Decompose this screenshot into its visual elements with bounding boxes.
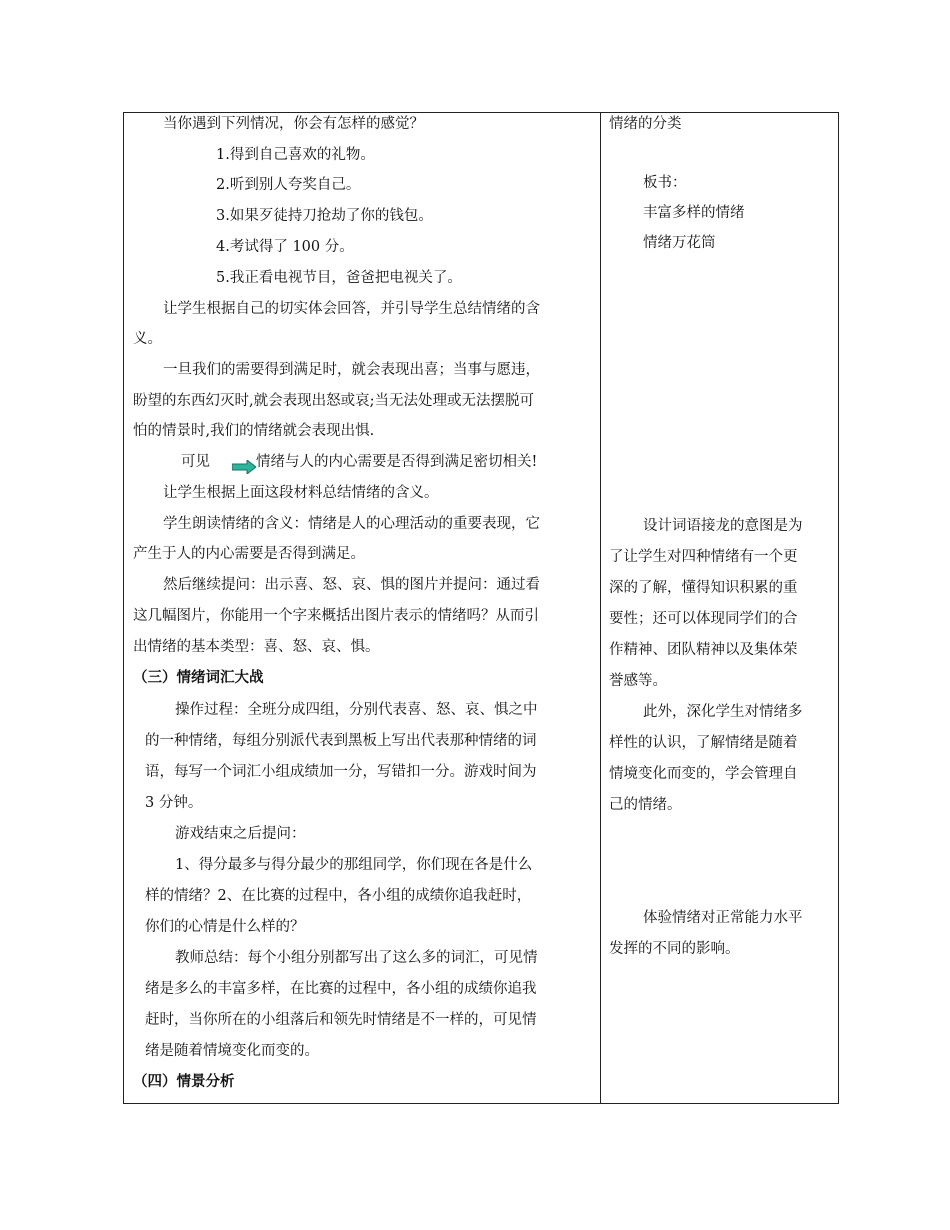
paragraph-line: 3 分钟。	[145, 795, 203, 811]
note-line: 了让学生对四种情绪有一个更	[609, 549, 798, 565]
paragraph-line: 样的情绪？2、在比赛的过程中，各小组的成绩你追我赶时，	[145, 888, 532, 904]
list-item: 4.考试得了 100 分。	[216, 239, 354, 255]
note-line: 设计词语接龙的意图是为	[643, 518, 803, 534]
paragraph-line: 赶时，当你所在的小组落后和领先时情绪是不一样的，可见情	[145, 1012, 537, 1028]
note-line: 情境变化而变的，学会管理自	[609, 766, 798, 782]
list-item: 3.如果歹徒持刀抢劫了你的钱包。	[216, 208, 433, 224]
paragraph-line: 产生于人的内心需要是否得到满足。	[133, 546, 365, 562]
note-title: 情绪的分类	[609, 116, 682, 132]
right-arrow-icon	[232, 460, 256, 474]
note-line: 体验情绪对正常能力水平	[643, 910, 803, 926]
paragraph-line: 教师总结：每个小组分别都写出了这么多的词汇，可见情	[175, 950, 538, 966]
paragraph-line: 盼望的东西幻灭时,就会表现出怒或哀;当无法处理或无法摆脱可	[133, 393, 534, 409]
list-item: 1.得到自己喜欢的礼物。	[216, 147, 375, 163]
note-line: 深的了解，懂得知识积累的重	[609, 580, 798, 596]
note-line: 发挥的不同的影响。	[609, 941, 740, 957]
paragraph-line: 的一种情绪，每组分别派代表到黑板上写出代表那种情绪的词	[145, 733, 537, 749]
see-label: 可见	[181, 454, 210, 470]
paragraph-line: 让学生根据上面这段材料总结情绪的含义。	[163, 485, 439, 501]
list-item: 2.听到别人夸奖自己。	[216, 177, 361, 193]
see-text: 情绪与人的内心需要是否得到满足密切相关!	[256, 454, 538, 470]
board-label: 板书：	[643, 175, 687, 191]
paragraph-line: 1、得分最多与得分最少的那组同学，你们现在各是什么	[175, 857, 533, 873]
note-line: 样性的认识，了解情绪是随着	[609, 735, 798, 751]
paragraph-line: 游戏结束之后提问：	[175, 826, 306, 842]
board-item: 丰富多样的情绪	[643, 205, 745, 221]
paragraph-line: 一旦我们的需要得到满足时，就会表现出喜；当事与愿违，	[163, 362, 540, 378]
paragraph-line: 你们的心情是什么样的？	[145, 919, 305, 935]
note-line: 誉感等。	[609, 673, 667, 689]
paragraph-line: 然后继续提问：出示喜、怒、哀、惧的图片并提问：通过看	[163, 577, 540, 593]
section-heading: （三）情绪词汇大战	[133, 670, 264, 686]
paragraph-line: 怕的情景时,我们的情绪就会表现出惧.	[133, 423, 375, 439]
note-line: 此外，深化学生对情绪多	[643, 704, 803, 720]
section-heading: （四）情景分析	[133, 1074, 235, 1090]
paragraph-line: 让学生根据自己的切实体会回答，并引导学生总结情绪的含	[163, 301, 540, 317]
paragraph-line: 义。	[133, 331, 162, 347]
paragraph-line: 这几幅图片，你能用一个字来概括出图片表示的情绪吗？从而引	[133, 608, 539, 624]
board-item: 情绪万花筒	[643, 235, 716, 251]
paragraph-line: 操作过程：全班分成四组，分别代表喜、怒、哀、惧之中	[175, 702, 538, 718]
note-line: 作精神、团队精神以及集体荣	[609, 642, 798, 658]
paragraph-line: 出情绪的基本类型：喜、怒、哀、惧。	[133, 639, 380, 655]
paragraph-line: 学生朗读情绪的含义：情绪是人的心理活动的重要表现，它	[163, 516, 540, 532]
paragraph-line: 绪是多么的丰富多样，在比赛的过程中，各小组的成绩你追我	[145, 981, 537, 997]
list-item: 5.我正看电视节目，爸爸把电视关了。	[216, 270, 462, 286]
paragraph-line: 语，每写一个词汇小组成绩加一分，写错扣一分。游戏时间为	[145, 764, 537, 780]
note-line: 己的情绪。	[609, 797, 682, 813]
question-intro: 当你遇到下列情况，你会有怎样的感觉？	[163, 116, 424, 132]
column-divider	[600, 112, 601, 1104]
paragraph-line: 绪是随着情境变化而变的。	[145, 1043, 319, 1059]
note-line: 要性；还可以体现同学们的合	[609, 611, 798, 627]
